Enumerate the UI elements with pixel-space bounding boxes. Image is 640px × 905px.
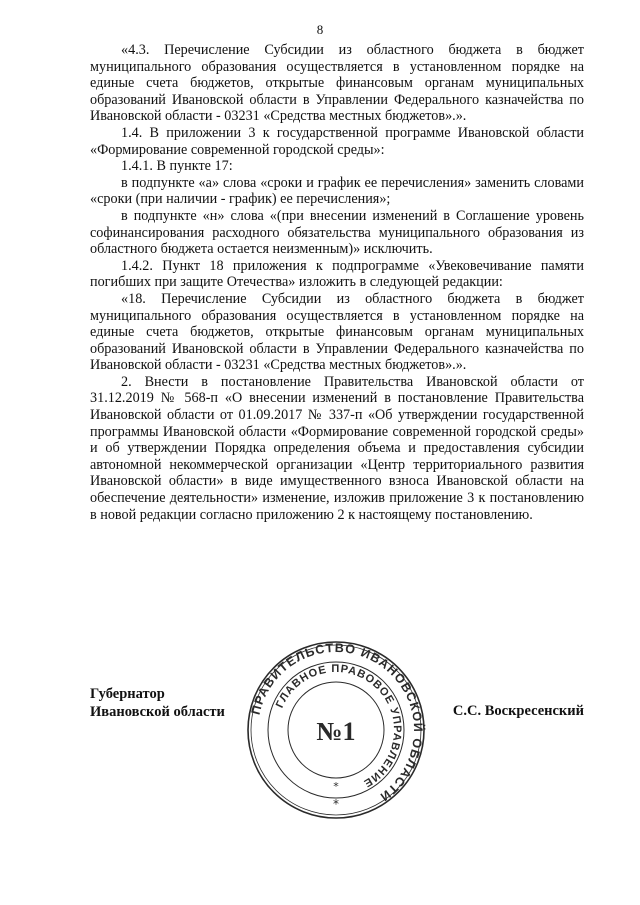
seal-inner-star-icon: * [333, 780, 339, 793]
page-number: 8 [316, 22, 324, 37]
paragraph-subitem-n: в подпункте «н» слова «(при внесении изменений в Соглашение уровень софинансирования расходного обязательства муниципального образования из областного бюджета остается неизменным)» исключить. [90, 207, 584, 258]
official-seal-stamp [246, 640, 426, 820]
seal-star-icon: * [333, 797, 339, 811]
seal-inner-text: ГЛАВНОЕ ПРАВОВОЕ УПРАВЛЕНИЕ [273, 662, 404, 790]
paragraph-subitem-a: в подпункте «а» слова «сроки и график ее перечисления» заменить словами «сроки (при наличии - график) ее перечисления»; [90, 174, 584, 208]
paragraph-1-4: 1.4. В приложении 3 к государственной программе Ивановской области «Формирование современной городской среды»: [90, 124, 584, 158]
document-body [90, 42, 584, 523]
seal-number: №1 [316, 717, 356, 746]
signatory-title [90, 686, 225, 721]
paragraph-1-4-1: 1.4.1. В пункте 17: [121, 158, 233, 175]
signatory-title-line1: Губернатор [90, 686, 165, 702]
signatory-name: С.С. Воскресенский [452, 703, 584, 719]
signatory-title-line2: Ивановской области [90, 703, 225, 720]
paragraph-1-4-2: 1.4.2. Пункт 18 приложения к подпрограмме «Увековечивание памяти погибших при защите Отечества» изложить в следующей редакции: [90, 257, 584, 291]
paragraph-2: 2. Внести в постановление Правительства Ивановской области от 31.12.2019 № 568-п «О внесении изменений в постановление Правительства Ивановской области от 01.09.2017 № 337-п «Об утверждении государственной программы Ивановской области «Формирование современной городской среды» и об утверждении Порядка определения объема и предоставления субсидии автономной некоммерческой организации «Центр территориального развития Ивановской области» в виде имущественного взноса Ивановской области на обеспечение деятельности» изменение, изложив приложение 3 к постановлению в новой редакции согласно приложению 2 к настоящему постановлению. [90, 373, 584, 523]
paragraph-18: «18. Перечисление Субсидии из областного бюджета в бюджет муниципального образования осуществляется в установленном порядке на единые счета бюджетов, открытые финансовым органам муниципальных образований Ивановской области в Управлении Федерального казначейства по Ивановской области - 03231 «Средства местных бюджетов».». [90, 290, 584, 374]
seal-outer-text: ПРАВИТЕЛЬСТВО ИВАНОВСКОЙ ОБЛАСТИ [248, 640, 426, 805]
paragraph-4-3: «4.3. Перечисление Субсидии из областного бюджета в бюджет муниципального образования осуществляется в установленном порядке на единые счета бюджетов, открытые финансовым органам муниципальных образований Ивановской области в Управлении Федерального казначейства по Ивановской области - 03231 «Средства местных бюджетов».». [90, 42, 584, 125]
